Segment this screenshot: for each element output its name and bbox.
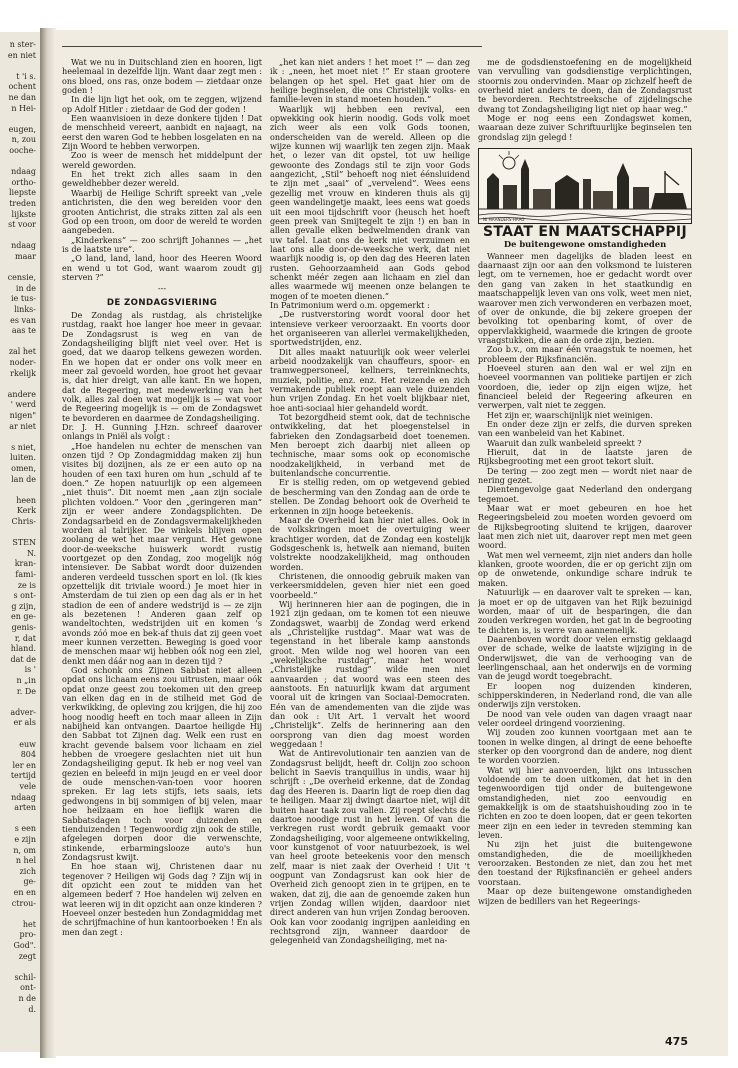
paragraph: Er loopen nog duizenden kinderen, schipperskinderen, in Nederland rond, die van alle onderwijs zijn verstoken. bbox=[478, 680, 692, 710]
paragraph: Wij zouden zoo kunnen voortgaan met aan te toonen in welke dingen, al dringt de eene behoefte sterker op den voorgrond dan de andere, nog dient te worden voorzien. bbox=[478, 727, 692, 766]
paragraph: Nu zijn het juist die buitengewone omstandigheden, die de moeilijkheden veroorzaken. Bestonden ze niet, dan zou het met den toestand der Rijksfinanciën er geheel anders voorstaan. bbox=[478, 839, 692, 887]
section-title-staat-en-maatschappij: STAAT EN MAATSCHAPPIJ bbox=[483, 224, 687, 241]
top-rule bbox=[62, 46, 482, 47]
facing-page-text: zich bbox=[19, 866, 36, 876]
paragraph: „Kinderkens” — zoo schrijft Johannes — „het is de laatste ure”. bbox=[62, 234, 262, 254]
paragraph: Natuurlijk — en daarover valt te spreken — kan, ja moet er op de uitgaven van het Rijk bezuinigd worden, maar of uit de besparingen, die dan zouden verkregen worden, het gat in de begrooting te dichten is, is verre van aannemelijk. bbox=[478, 587, 692, 635]
facing-page-text: r. De bbox=[16, 686, 36, 696]
paragraph: Waaruit dan zulk wanbeleid spreekt ? bbox=[487, 437, 642, 448]
facing-page-text: n ster- bbox=[9, 40, 36, 49]
facing-page-text: aas te bbox=[11, 326, 36, 336]
facing-page-text: ndaag bbox=[11, 241, 36, 251]
facing-page-text: ge- bbox=[23, 877, 36, 887]
facing-page-text: en ge- bbox=[11, 612, 36, 622]
paragraph: Er is stellig reden, om op wetgevend gebied de bescherming van den Zondag aan de orde te stellen. De Zondag behoort ook de Overheid te erkennen in zijn hooge beteekenis. bbox=[270, 477, 470, 516]
facing-page-text: fami- bbox=[15, 570, 36, 579]
paragraph: Dientengevolge gaat Nederland den ondergang tegemoet. bbox=[478, 484, 692, 504]
facing-page-text: het bbox=[22, 919, 36, 929]
facing-page-text: ar niet bbox=[9, 421, 36, 431]
article-subtitle: De buitengewone omstandigheden bbox=[503, 239, 667, 250]
facing-page-text: ne dan bbox=[8, 93, 36, 102]
column-3 bbox=[478, 58, 692, 1042]
facing-page-text: ochent bbox=[8, 82, 36, 92]
facing-page-text: s niet, bbox=[11, 442, 36, 452]
paragraph: Wanneer men dagelijks de bladen leest en daarnaast zijn oor aan den volksmond te luisteren legt, om te vernemen, hoe er gedacht wordt over den gang van zaken in het staatkundig en maatschappelijk leven van ons volk, weet men niet, waarover men zich verwonderen en verbazen moet, of over de onkunde, die bij zekere groepen der bevolking tot openbaring komt, of over de oppervlakkigheid, waarmede die kringen de groote vraagstukken, die aan de orde zijn, bezien. bbox=[478, 250, 692, 345]
magazine-page bbox=[56, 30, 728, 1056]
paragraph: Wat men wel verneemt, zijn niet anders dan holle klanken, groote woorden, die er op gericht zijn om op de onwetende, onkundige schare indruk te maken. bbox=[478, 549, 692, 588]
paragraph: Het zijn er, waarschijnlijk niet weinigen. bbox=[487, 409, 653, 420]
facing-page-text: n Hei- bbox=[11, 103, 36, 113]
paragraph: Maar de Overheid kan hier niet alles. Ook in de volkskringen moet de overtuiging weer krachtiger worden, dat de Zondag een kostelijk Godsgeschenk is, hetwelk aan niemand, buiten volstrekte noodzakelijkheid, mag onthouden worden. bbox=[270, 514, 470, 572]
facing-page-text: en en bbox=[13, 888, 36, 897]
facing-page-text: ortho- bbox=[11, 177, 36, 187]
column-1 bbox=[62, 58, 262, 1042]
facing-page-text: liepste bbox=[8, 188, 36, 198]
facing-page-text: ctrou- bbox=[11, 898, 36, 908]
paragraph: Waarlijk wij hebben een revival, een opwekking ook hierin noodig. Gods volk moet zich weer als een volk Gods toonen, onderscheiden van de wereld. Alleen op die wijze kunnen wij waarlijk ten zegen zijn. Maak het, o lezer van dit opstel, tot uw heilige gewoonte des Zondags stil te zijn voor Gods aangezicht, „Stil” behoeft nog niet éénsluidend te zijn met „saai” of „vervelend”. Wees eens gezellig met vrouw en kinderen thuis als gij geen wandelingetje maakt, lees eens wat goeds uit een mooi tijdschrift voor (heusch het hoeft geen preek van Smijtegelt te zijn !) en ban in allen gevalle elken bedwelmenden drank van uw tafel. Laat ons de kerk niet verzuimen en laat ons alle door-de-weeksche werk, dat niet waarlijk noodig is, op den dag des Heeren laten rusten. Gehoorzaamheid aan Gods gebod schenkt méér zegen aan lichaam en ziel dan alles waarmede wij meenen onze belangen te mogen of te moeten dienen.” bbox=[270, 103, 470, 301]
facing-page-text: links- bbox=[14, 305, 36, 314]
facing-page-text: n „in bbox=[16, 676, 36, 685]
facing-page-text: Kerk bbox=[16, 506, 36, 516]
paragraph: Daarenboven wordt door velen ernstig geklaagd over de schade, welke de laatste wijziging in de Onderwijswet, die van de verhooging van de leerlingenschaal, aan het onderwijs en de vorming van de jeugd wordt toegebracht. bbox=[478, 633, 692, 682]
facing-page-text: ze is bbox=[17, 580, 36, 590]
banner-artist-label: NI MAANDERS-HAAG bbox=[483, 217, 525, 223]
facing-page-fragment bbox=[0, 32, 40, 1052]
paragraph: Hieruit, dat in de laatste jaren de Rijksbegrooting met een groot tekort sluit. bbox=[478, 447, 692, 467]
page-number: 475 bbox=[665, 1035, 688, 1048]
facing-page-text: ndaag bbox=[11, 792, 36, 802]
section-banner-illustration bbox=[478, 148, 692, 224]
quote-intro: Dr. J. H. Gunning J.Hzn. schreef daarover onlangs in Pniël als volgt : bbox=[62, 422, 262, 442]
facing-page-text: st voor bbox=[8, 220, 36, 230]
facing-page-text: ler en bbox=[12, 760, 36, 770]
facing-page-text: d. bbox=[28, 1004, 36, 1014]
facing-page-text: adver- bbox=[10, 707, 36, 717]
facing-page-text: andere bbox=[7, 389, 36, 399]
paragraph: Dit alles maakt natuurlijk ook weer velerlei arbeid noodzakelijk van chauffeurs, spoor- en tramwegpersoneel, kellners, terreinknechts, muziek, politie, enz. enz. Het reizende en zich vermakende publiek roept aan vele duizenden hun vrijen Zondag. En het voelt blijkbaar niet, hoe anti-sociaal hier gehandeld wordt. bbox=[270, 346, 470, 413]
quote-paragraph: „Hoe handelen nu echter de menschen van onzen tijd ? Op Zondagmiddag maken zij hun visites bij dozijnen, als ze er een auto op na houden of een taxi huren om hun „schuld af te doen.” Ze hopen natuurlijk op een algemeen „niet thuis”. Dit noemt men „aan zijn sociale plichten voldoen.” Voor den „geringeren man” zijn er weer andere Zondagsplichten. De Zondagsarbeid en de Zondagsvermakelijkheden worden al talrijker. De winkels blijven open zoolang de wet het maar vergunt. Het gewone door-de-weeksche huiswerk wordt rustig voortgezet op den Zondag, zoo mogelijk nóg intensiever. De Sabbat wordt door duizenden anderen verdeeld tusschen sport en lol. (Ik kies opzettelijk dit triviale woord.) Je moet hier in Amsterdam de tui zien op een dag als er in het stadion de een of andere wedstrijd is — ze zijn als bezetenen ! Anderen gaan zelf op wandeltochten, wedstrijden uit en komen 's avonds zóó moe en bek-af thuis dat zij geen voet meer kunnen verzetten. Beweging is goed voor de menschen maar wij hebben oók nog een ziel, denkt men dáár nog aan in dezen tijd ? bbox=[62, 440, 262, 666]
facing-page-text: genis- bbox=[11, 623, 36, 632]
facing-page-text: N. bbox=[26, 548, 36, 558]
paragraph: „het kan niet anders ! het moet !” — dan zeg ik : „neen, het moet niet !” Er staan grootere belangen op het spel. Het gaat hier om de heilige beginselen, die ons Christelijk volks- en familie-leven in stand moeten houden.” bbox=[270, 58, 470, 105]
facing-page-text: t 'i s. bbox=[16, 71, 36, 81]
facing-page-text: n hel bbox=[15, 856, 36, 866]
paragraph: Een waanvisioen in deze donkere tijden ! Dat de menschheid vereert, aanbidt en najaagt, na eerst den waren God te hebben losgelaten en na Zijn Woord te hebben verworpen. bbox=[62, 113, 262, 152]
paragraph: Wat de Antirevolutionair ten aanzien van de Zondagsrust belijdt, heeft dr. Colijn zoo schoon belicht in Saevis tranquillus in undis, waar hij schrijft : „De overheid erkenne, dat de Zondag dag des Heeren is. Daarin ligt de roep dien dag te heiligen. Maar zij dwingt daartoe niet, wijl dit buiten haar taak zou vallen. Zij roept slechts de daartoe noodige rust in het leven. Of van die verkregen rust wordt gebruik gemaakt voor Zondagsheiliging, voor algemeene ontwikkeling, voor kunstgenot of voor natuurbezoek, is wel van heel groote beteekenis voor den mensch zelf, maar is niet zaak der Overheid ! Uit 't oogpunt van Zondagsrust kan ook hier de Overheid zich genoopt zien in te grijpen, en te waken, dat zij, die aan de genoemde zaken hun vrijen Zondag willen wijden, daardoor niet direct anderen van hun vrijen Zondag berooven. Ook kan voor zoodanig ingrijpen aanleiding en rechtsgrond zijn, wanneer daardoor de gelegenheid van Zondagsheiliging, met na- bbox=[270, 748, 470, 946]
facing-page-text: hland. bbox=[10, 644, 36, 654]
facing-page-text: maar bbox=[15, 252, 36, 261]
facing-page-text: eugen, bbox=[8, 124, 36, 134]
facing-page-text: zegt bbox=[18, 951, 36, 961]
page-gutter bbox=[40, 28, 56, 1058]
paragraph: En het trekt zich alles saam in den geweldhebber dezer wereld. bbox=[62, 169, 262, 189]
facing-page-text: Chris- bbox=[11, 517, 36, 526]
facing-page-text: luiten. bbox=[10, 453, 36, 463]
paragraph: Tot bezorgdheid stemt ook, dat de technische ontwikkeling, dat het ploegenstelsel in fabrieken den Zondagsarbeid doet toenemen. Men beroept zich daarbij niet alleen op technische, maar soms ook op economische noodzakelijkheid, in verband met de buitenlandsche concurrentie. bbox=[270, 412, 470, 479]
paragraph: me de godsdienstoefening en de mogelijkheid van vervulling van godsdienstige verplichtingen, stoornis zou ondervinden. Maar op zichzelf heeft de overheid niet anders te doen, dan de Zondagsrust te bevorderen. Rechtstreeksche of zijdelingsche dwang tot Zondagsheiliging ligt niet op haar weg.” bbox=[478, 58, 692, 114]
facing-page-text: ' werd bbox=[10, 400, 36, 410]
facing-page-text: tertijd bbox=[10, 771, 36, 781]
facing-page-text: censie, bbox=[7, 273, 36, 283]
paragraph: „De rustverstoring wordt vooral door het intensieve verkeer veroorzaakt. En voorts door het organiseeren van allerlei vermakelijkheden, sportwedstrijden, enz. bbox=[270, 309, 470, 348]
paragraph: De tering — zoo zegt men — wordt niet naar de nering gezet. bbox=[478, 465, 692, 486]
facing-page-text: heen bbox=[16, 495, 36, 505]
paragraph: Hoeveel sturen aan den wal er wel zijn en hoeveel voormannen van politieke partijen er zich voordoen, die, ieder op zijn eigen wijze, het financieel beleid der Regeering afkeuren en verwerpen, valt niet te zeggen. bbox=[478, 362, 692, 411]
facing-page-text: vele bbox=[19, 782, 36, 791]
facing-page-text: 804 bbox=[20, 750, 36, 760]
paragraph: Wat wij hier aanvoerden, lijkt ons intusschen voldoende om te doen uitkomen, dat het in den tegenwoordigen tijd onder de buitengewone omstandigheden, niet zoo eenvoudig en gemakkelijk is om de staatshuishouding zoo in te richten en zoo te doen loopen, dat er geen tekorten meer zijn en een ieder in tevreden stemming kan leven. bbox=[478, 764, 692, 841]
paragraph: Maar wat er moet gebeuren en hoe het Regeeringsbeleid zou moeten worden gevoerd om de Rijksbegrooting sluitend te krijgen, daarover laat men zich niet uit, daarover rept men met geen woord. bbox=[478, 503, 692, 551]
facing-page-text: en niet bbox=[7, 50, 36, 60]
facing-page-text: is ' bbox=[24, 665, 36, 675]
paragraph: Moge er nog eens een Zondagswet komen, waaraan deze zuiver Schriftuurlijke beginselen ten grondslag zijn gelegd ! bbox=[478, 113, 692, 142]
facing-page-text: ooche- bbox=[9, 146, 36, 155]
quote-paragraph: God schonk ons Zijnen Sabbat niet alleen opdat ons lichaam eens zou uitrusten, maar oók opdat onze geest zou toekomen uit den greep van elken dag en in de stilheid met God de verkwikking, de opleving zou krijgen, die hij zoo hoog noodig heeft en toch maar alleen in Zijn nabijheid kan ontvangen. Daartoe heiligde Hij den Sabbat tot Zijnen dag. Welk een rust en kracht gevende balsem voor lichaam en ziel hebben de vroegere geslachten niet uit hun Zondagsheiliging geput. Ik heb er nog veel van gezien en beleefd in mijn jeugd en er veel door de oude menschen-van-toen voor hooren spreken. Er lag iets stijfs, iets saais, iets gedwongens in bij sommigen of bij velen, maar hoe heilzaam en hoe lieflijk waren die Sabbatsdagen toch voor duizenden en tienduizenden ! Tegenwoordig zijn ook de stille, afgelegen dorpen door die verwenschte, stinkende, erbarmingslooze auto's hun Zondagsrust kwijt. bbox=[62, 665, 262, 862]
paragraph: Wij herinneren hier aan de pogingen, die in 1921 zijn gedaan, om te komen tot een nieuwe Zondagswet, waarbij de Zondag werd erkend als „Christelijke rustdag”. Maar wat was de tegenstand in het liberale kamp aanstonds groot. Men wilde nog wel hooren van een „wekelijksche rustdag”, maar het woord „Christelijke rustdag” wilde men niet aanvaarden ; dat woord was een steen des aanstoots. En natuurlijk kwam dat argument vooral uit de kringen van Sociaal-Democraten. Eén van de amendementen van die zijde was dan ook : Uit Art. 1 vervalt het woord „Christelijk”. Zelfs de herinnering aan den oorsprong van dien dag moest worden weggedaan ! bbox=[270, 598, 470, 750]
facing-page-text: kran- bbox=[14, 559, 36, 569]
facing-page-text: ont- bbox=[20, 983, 36, 993]
section-divider: --- bbox=[157, 283, 167, 294]
paragraph: Zoo b.v., om maar één vraagstuk te noemen, het probleem der Rijksfinanciën. bbox=[478, 344, 692, 364]
facing-page-text: s ont- bbox=[13, 591, 36, 601]
facing-page-text: s een bbox=[14, 824, 36, 834]
paragraph: „O land, land, land, hoor des Heeren Woord en wend u tot God, want waarom zoudt gij sterven ?” bbox=[62, 253, 262, 282]
facing-page-text: rkelijk bbox=[10, 368, 36, 378]
paragraph: Waarbij de Heilige Schrift spreekt van „vele antichristen, die den weg bereiden voor den grooten Antichrist, die straks zitten zal als een God op een troon, om door de wereld te worden aangebeden. bbox=[62, 187, 262, 236]
section-title-zondagsviering: DE ZONDAGSVIERING bbox=[106, 297, 218, 308]
paragraph: Maar op deze buitengewone omstandigheden wijzen de bedillers van het Regeerings- bbox=[478, 886, 692, 906]
paragraph: Wat we nu in Duitschland zien en hooren, ligt heelemaal in dezelfde lijn. Want daar zegt men : ons bloed, ons ras, onze bodem — zietdaar onze goden ! bbox=[62, 58, 262, 96]
paragraph: En onder deze zijn er zelfs, die durven spreken van een wanbeleid van het Kabinet. bbox=[478, 418, 692, 439]
facing-page-text: zal het bbox=[8, 347, 36, 357]
facing-page-text: dat de bbox=[10, 654, 36, 664]
facing-page-text: g zijn, bbox=[11, 601, 36, 611]
facing-page-text: er als bbox=[13, 718, 36, 728]
facing-page-text: e zijn bbox=[14, 835, 36, 844]
quote-paragraph: En hoe staan wij, Christenen daar nu tegenover ? Heiligen wij Gods dag ? Zijn wij in dit opzicht een zout te midden van het algemeen bederf ? Hoe handelen wij zelven en wat leeren wij in dit opzicht aan onze kinderen ? Hoeveel onzer besteden hun Zondagmiddag met de schrijfmachine of hun kantoorboeken ! En als men dan zegt : bbox=[62, 861, 262, 937]
facing-page-text: STEN bbox=[12, 538, 36, 548]
facing-page-text: es van bbox=[10, 315, 36, 325]
facing-page-text: omen, bbox=[11, 464, 36, 473]
facing-page-text: n, om bbox=[13, 845, 36, 855]
facing-page-text: lijkste bbox=[11, 209, 36, 219]
column-2 bbox=[270, 58, 470, 1042]
facing-page-text: pro- bbox=[19, 930, 36, 940]
paragraph: De Zondag als rustdag, als christelijke rustdag, raakt hoe langer hoe meer in gevaar. De Zondagsrust is weg en van de Zondagsheiliging blijft niet veel over. Het is goed, dat we daarop telkens gewezen worden. En we hopen dat er onder ons volk meer en meer zal gevoeld worden, hoe groot het gevaar is, dat hier dreigt, van alle kant. En we hopen, dat de Regeering, met medewerking van het volk, alles zal doen wat mogelijk is — wat voor de Regeering mogelijk is — om de Zondagswet te bevorderen en daarmee de Zondagsheiliging. bbox=[62, 309, 262, 423]
facing-page-text: schil- bbox=[14, 972, 36, 982]
paragraph: De nood van vele ouden van dagen vraagt naar veler oordeel dringend voorziening. bbox=[478, 708, 692, 728]
facing-page-text: n de bbox=[18, 994, 36, 1003]
facing-page-text: arten bbox=[14, 803, 36, 813]
facing-page-text: noder- bbox=[9, 358, 36, 367]
facing-page-text: treden bbox=[9, 199, 36, 208]
city-harbour-illustration bbox=[479, 149, 691, 223]
facing-page-text: n, zou bbox=[11, 135, 36, 145]
facing-page-text: euw bbox=[19, 739, 36, 749]
facing-page-text: r, dat bbox=[14, 633, 36, 643]
facing-page-text: God". bbox=[13, 941, 36, 950]
paragraph: Christenen, die onnoodig gebruik maken van verkeersmiddelen, geven hier niet een goed voorbeeld.” bbox=[270, 570, 470, 600]
patrimonium-intro: In Patrimonium werd o.m. opgemerkt : bbox=[270, 299, 430, 310]
facing-page-text: in de bbox=[15, 283, 36, 293]
paragraph: In die lijn ligt het ook, om te zeggen, wijzend op Adolf Hitler : zietdaar de God der goden ! bbox=[62, 94, 262, 114]
facing-page-text: nigen" bbox=[9, 411, 36, 420]
facing-page-text: lan de bbox=[11, 474, 36, 484]
facing-page-text: ndaag bbox=[11, 167, 36, 177]
paragraph: Zoo is weer de mensch het middelpunt der wereld geworden. bbox=[62, 150, 262, 170]
facing-page-text: ie tus- bbox=[10, 294, 36, 304]
